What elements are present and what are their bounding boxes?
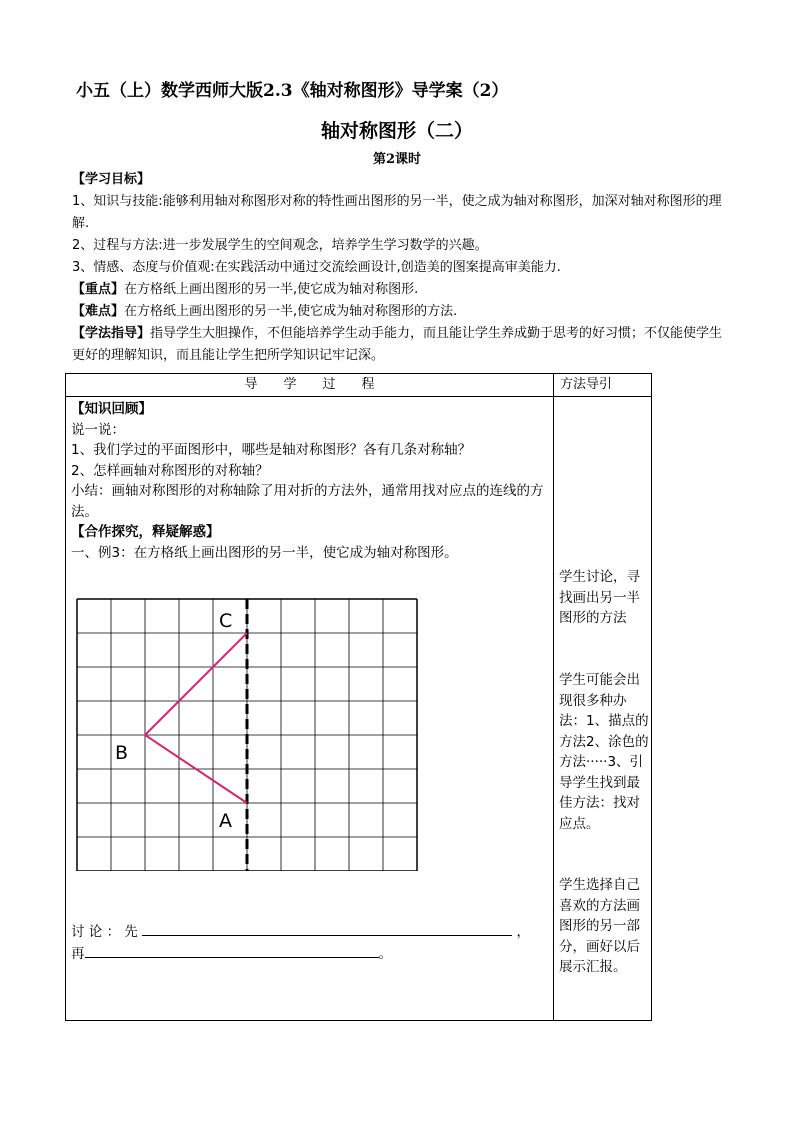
review-label: 【知识回顾】 [71,401,152,417]
discussion-second-label: 再 [71,945,85,962]
review-line-2: 1、我们学过的平面图形中，哪些是轴对称图形？各有几条对称轴？ [71,442,472,458]
discussion-blank-2[interactable] [85,943,379,958]
objective-1: 1、知识与技能:能够利用轴对称图形对称的特性画出图形的另一半，使之成为轴对称图形，加深对轴对称图形的理解. [72,194,722,231]
key-point [72,279,732,301]
discussion-comma: ， [516,924,530,940]
guidance [72,323,732,367]
process-cell [66,397,554,1021]
table-header-process: 导 学 过 程 [66,374,554,397]
discussion-first-label: 讨 论 ： 先 [71,924,138,940]
point-label-c: C [219,610,233,632]
symmetry-grid-figure [76,595,418,871]
method-note-3: 学生选择自己喜欢的方法画图形的另一部分，画好以后展示汇报。 [559,877,640,975]
objective-3: 3、情感、态度与价值观:在实践活动中通过交流绘画设计,创造美的图案提高审美能力. [72,260,561,275]
key-text: 在方格纸上画出图形的另一半,使它成为轴对称图形. [124,282,419,297]
discussion-line-1 [71,921,541,943]
lesson-subtitle: 轴对称图形（二） [320,120,473,142]
half-shape-line [145,633,247,803]
point-label-a: A [219,810,232,832]
guidance-label: 【学法指导】 [72,326,151,341]
key-label: 【重点】 [72,282,125,297]
intro-section [72,169,732,367]
example-text: 一、例3：在方格纸上画出图形的另一半，使它成为轴对称图形。 [71,544,458,561]
method-note-1: 学生讨论，寻找画出另一半图形的方法 [559,569,640,626]
discussion-end: 。 [378,945,392,962]
difficulty-label: 【难点】 [72,304,125,319]
difficulty-point [72,301,732,323]
review-summary: 小结：画轴对称图形的对称轴除了用对折的方法外，通常用找对应点的连线的方法。 [71,483,544,520]
point-label-b: B [115,742,129,764]
discussion-blank-1[interactable] [142,921,512,936]
process-text [71,399,549,563]
method-note-2: 学生可能会出现很多种办法：1、描点的方法2、涂色的方法·····3、引导学生找到最佳方法：找对应点。 [559,672,649,832]
discussion-line-2 [71,943,541,965]
review-line-1: 说一说： [71,421,125,438]
document-title: 小五（上）数学西师大版2.3《轴对称图形》导学案（2） [76,81,509,101]
difficulty-text: 在方格纸上画出图形的另一半,使它成为轴对称图形的方法. [124,304,458,319]
discussion-prompt [71,921,541,964]
table-header-method: 方法导引 [554,374,652,397]
guidance-text: 指导学生大胆操作，不但能培养学生动手能力，而且能让学生养成勤于思考的好习惯；不仅能使学生更好的理解知识，而且能让学生把所学知识记牢记深。 [72,326,723,363]
lesson-number: 第2课时 [372,152,422,167]
review-line-3: 2、怎样画轴对称图形的对称轴？ [71,462,269,479]
objective-2: 2、过程与方法:进一步发展学生的空间观念，培养学生学习数学的兴趣。 [72,238,488,253]
guide-table [65,373,652,1021]
explore-label: 【合作探究，释疑解惑】 [71,524,220,540]
method-cell [554,397,652,1021]
objectives-label: 【学习目标】 [72,172,151,187]
